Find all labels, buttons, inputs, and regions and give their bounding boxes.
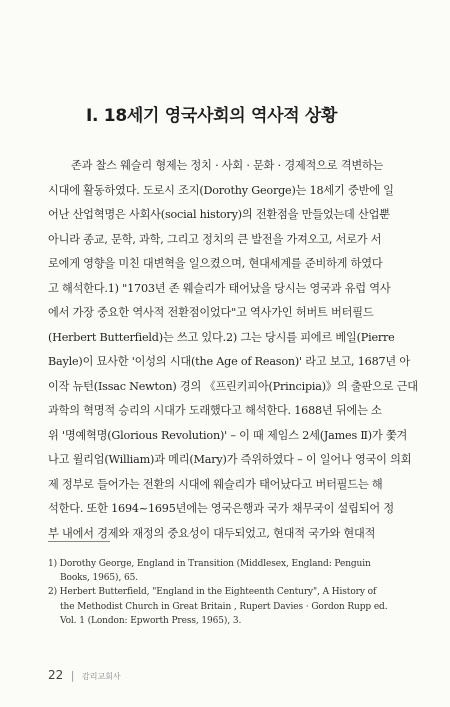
- footnotes: [48, 557, 414, 628]
- body-line: 시대에 활동하였다. 도로시 조지(Dorothy George)는 18세기 중반에 일: [48, 183, 394, 197]
- body-line: 석한다. 또한 1694~1695년에는 영국은행과 국가 채무국이 설립되어 정: [48, 502, 394, 515]
- footnote-2: [48, 585, 414, 628]
- body-line: 부 내에서 경제와 재정의 중요성이 대두되었고, 현대적 국가와 현대적: [48, 526, 376, 540]
- body-line: 과학의 혁명적 승리의 시대가 도래했다고 해석한다. 1688년 뒤에는 소: [48, 404, 382, 417]
- body-line: 나고 윌리엄(William)과 메리(Mary)가 즉위하였다 – 이 일어나 영국이 의회: [48, 453, 412, 466]
- footnote-line: Books, 1965), 65.: [60, 573, 138, 584]
- body-line: 위 '명예혁명(Glorious Revolution)' – 이 때 제임스 2세(James Ⅱ)가 쫓겨: [48, 428, 408, 442]
- page-number: 22: [48, 668, 64, 682]
- body-line: 로에게 영향을 미친 대변혁을 일으켰으며, 현대세계를 준비하게 하였다: [48, 257, 383, 270]
- chapter-title: Ⅰ. 18세기 영국사회의 역사적 상황: [86, 106, 338, 126]
- footnote-line: the Methodist Church in Great Britain , Rupert Davies · Gordon Rupp ed.: [60, 601, 388, 612]
- body-line: 아니라 종교, 문학, 과학, 그리고 정치의 큰 발전을 가져오고, 서로가 서: [48, 232, 382, 246]
- body-line: 제 정부로 들어가는 전환의 시대에 웨슬리가 태어났다고 버터필드는 해: [48, 477, 383, 491]
- body-line: 이작 뉴턴(Issac Newton) 경의 《프린키피아(Principia)》의 출판으로 근대: [48, 379, 418, 393]
- body-line: Bayle)이 묘사한 '이성의 시대(the Age of Reason)' 라고 보고, 1687년 아: [48, 355, 411, 368]
- footnote-line: Vol. 1 (London: Epworth Press, 1965), 3.: [60, 615, 242, 626]
- body-line: 에서 가장 중요한 역사적 전환점이었다"고 역사가인 허버트 버터필드: [48, 306, 374, 319]
- running-head: 감리교회사: [82, 672, 121, 681]
- page-footer: [48, 668, 121, 682]
- body-line: 존과 찰스 웨슬리 형제는 정치 · 사회 · 문화 · 경제적으로 격변하는: [71, 159, 384, 172]
- footnote-line: 2) Herbert Butterfield, "England in the Eighteenth Century", A History of: [48, 587, 377, 598]
- body-paragraph: [48, 154, 418, 546]
- footnote-1: [48, 557, 414, 585]
- body-line: (Herbert Butterfield)는 쓰고 있다.2) 그는 당시를 피에르 베일(Pierre: [48, 330, 395, 344]
- footnote-line: 1) Dorothy George, England in Transition (Middlesex, England: Penguin: [48, 559, 371, 569]
- body-line: 고 해석한다.1) "1703년 존 웨슬리가 태어났을 당시는 영국과 유럽 역사: [48, 281, 391, 295]
- footer-separator: |: [70, 669, 75, 682]
- body-line: 어난 산업혁명은 사회사(social history)의 전환점을 만들었는데 산업뿐: [48, 208, 390, 221]
- footnote-divider: [48, 541, 110, 542]
